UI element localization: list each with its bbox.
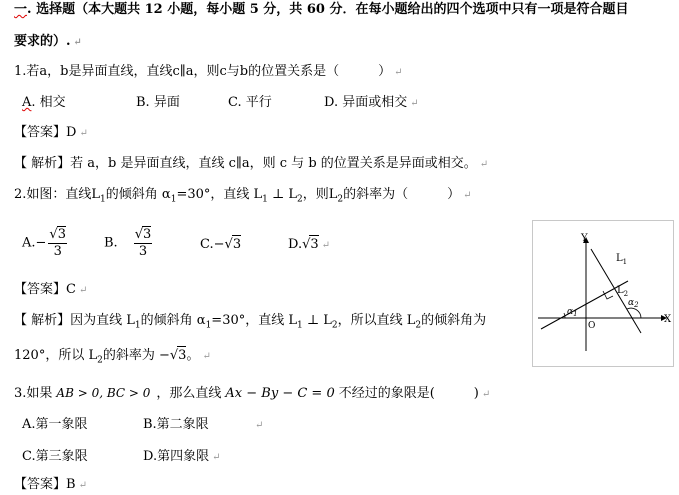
q3-answer-text: 【答案】B <box>14 477 76 492</box>
x-axis-label: X <box>664 314 672 325</box>
subscript: 1 <box>205 320 212 331</box>
denominator: 3 <box>53 244 62 259</box>
q3-condition: AB > 0, BC > 0 <box>56 386 151 400</box>
sqrt-radicand: 3 <box>57 227 66 242</box>
q1-answer <box>14 124 88 143</box>
subscript: 2 <box>297 194 303 205</box>
l2-label: $L_2$ <box>617 285 629 298</box>
l1-label: $L_1$ <box>616 253 628 266</box>
subscript: 2 <box>331 320 338 331</box>
paragraph-mark-icon: ↵ <box>410 98 419 109</box>
sqrt-radicand: 3 <box>310 237 319 252</box>
paragraph-mark-icon: ↵ <box>481 389 491 400</box>
q2-stem-part: ⊥ L <box>267 187 297 202</box>
paragraph-mark-icon: ↵ <box>78 285 88 296</box>
subscript: 2 <box>415 320 422 331</box>
q2-answer <box>14 281 87 300</box>
q2-analysis-part: 【 解析】因为直线 L <box>14 313 135 328</box>
paragraph-mark-icon: ↵ <box>394 67 403 78</box>
q2-analysis-part: ，所以直线 L <box>337 313 416 328</box>
q2-option-d-label: D. <box>288 237 303 252</box>
paragraph-mark-icon: ↵ <box>202 351 211 362</box>
q2-stem-part: =30°，直线 L <box>176 187 263 202</box>
q2-analysis-part: 。 <box>186 348 200 363</box>
q1-option-b: B. 异面 <box>136 95 180 110</box>
q1-option-a <box>22 94 66 112</box>
q2-answer-text: 【答案】C <box>14 282 76 297</box>
sqrt-radicand: 3 <box>232 237 242 252</box>
alpha2-label: $\alpha_2$ <box>628 298 639 309</box>
paragraph-mark-icon: ↵ <box>463 190 472 201</box>
q1-option-d <box>324 94 419 113</box>
y-axis-label: Y <box>581 233 588 244</box>
paragraph-mark-icon: ↵ <box>212 452 221 463</box>
geometry-figure <box>532 220 674 367</box>
question-2-stem <box>14 186 472 209</box>
q2-analysis-part: 的倾斜角 α <box>140 313 206 328</box>
q2-option-b <box>104 226 154 260</box>
coordinate-diagram <box>533 221 673 366</box>
section-heading <box>14 1 628 19</box>
question-1-stem <box>14 63 403 82</box>
subscript: 1 <box>170 194 177 205</box>
section-heading-line2 <box>14 33 82 52</box>
q3-stem-part: 不经过的象限是( ) <box>338 386 479 401</box>
q2-option-c: C.−√3 <box>200 237 242 252</box>
q1-option-a-text: . 相交 <box>31 95 66 110</box>
alpha1-label: $\alpha_1$ <box>567 307 578 318</box>
q1-option-a-letter: A <box>22 95 32 110</box>
line-l1 <box>541 281 628 329</box>
q1-option-d-text: D. 异面或相交 <box>324 95 408 110</box>
q2-analysis-part: 的斜率为 − <box>102 348 170 363</box>
paragraph-mark-icon: ↵ <box>73 37 82 48</box>
q3-answer <box>14 476 87 495</box>
q2-analysis <box>14 312 486 335</box>
section-title: . 选择题（本大题共 12 小题，每小题 5 分，共 60 分．在每小题给出的四个选项中只有一项是符合题目 <box>27 2 629 17</box>
q2-stem-part: 2.如图：直线L <box>14 187 101 202</box>
q3-stem-part: ，那么直线 <box>156 386 222 401</box>
alpha1-arc <box>564 313 565 318</box>
q2-option-a-label: A.− <box>22 235 47 251</box>
paragraph-mark-icon: ↵ <box>79 128 88 139</box>
q3-equation: Ax − By − C = 0 <box>225 386 335 401</box>
q2-analysis-line2: 120°，所以 $L_2$的斜率为 −√3。 ↵ <box>14 348 211 366</box>
q2-analysis-part: ⊥ L <box>302 313 332 328</box>
subscript: 1 <box>134 320 141 331</box>
subscript: 1 <box>100 194 106 205</box>
paragraph-mark-icon: ↵ <box>479 159 489 170</box>
paragraph-mark-icon: ↵ <box>78 480 87 491</box>
sqrt-radicand: 3 <box>178 348 187 363</box>
q2-stem-part: ，则L <box>302 187 338 202</box>
q3-option-a: A.第一象限 <box>22 417 88 432</box>
question-3-stem <box>14 384 490 404</box>
question-1-text: 1.若a，b是异面直线，直线c∥a，则c与b的位置关系是（ ） <box>14 64 392 79</box>
subscript: 2 <box>337 194 344 205</box>
sqrt-radicand: 3 <box>142 227 152 242</box>
q3-option-c: C.第三象限 <box>22 449 88 464</box>
q1-analysis <box>14 155 488 174</box>
q3-option-d <box>143 448 220 467</box>
subscript: 2 <box>97 355 103 366</box>
subscript: 1 <box>262 194 268 205</box>
origin-label: O <box>588 321 596 331</box>
q1-option-c: C. 平行 <box>228 95 272 110</box>
q2-analysis-part: 120°，所以 L <box>14 348 98 363</box>
q2-option-c-label: C.− <box>200 237 225 252</box>
paragraph-mark-icon: ↵ <box>255 420 264 431</box>
denominator: 3 <box>138 244 148 259</box>
q2-option-d: D.√3 ↵ <box>288 237 331 252</box>
q3-option-b: B.第二象限 <box>143 417 209 432</box>
q2-option-b-label: B. <box>104 235 118 251</box>
q2-stem-part: 的斜率为（ ） <box>343 187 461 202</box>
fraction: $\frac{√3}{3}$ <box>134 227 152 259</box>
section-number: 一 <box>14 2 28 17</box>
q2-option-a <box>22 226 69 260</box>
subscript: 1 <box>297 320 303 331</box>
q1-analysis-text: 【 解析】若 a，b 是异面直线，直线 c∥a，则 c 与 b 的位置关系是异面或相交。 <box>14 156 477 171</box>
fraction: $\frac{√3}{3}$ <box>49 227 66 259</box>
q1-answer-text: 【答案】D <box>14 125 77 140</box>
q3-stem-part: 3.如果 <box>14 386 53 401</box>
q2-analysis-part: =30°，直线 L <box>211 313 297 328</box>
section-title-line2: 要求的）. <box>14 34 71 49</box>
q2-analysis-part: 的倾斜角为 <box>421 313 487 328</box>
paragraph-mark-icon: ↵ <box>321 240 331 251</box>
q3-option-d-text: D.第四象限 <box>143 449 210 464</box>
q2-stem-part: 的倾斜角 α <box>105 187 171 202</box>
